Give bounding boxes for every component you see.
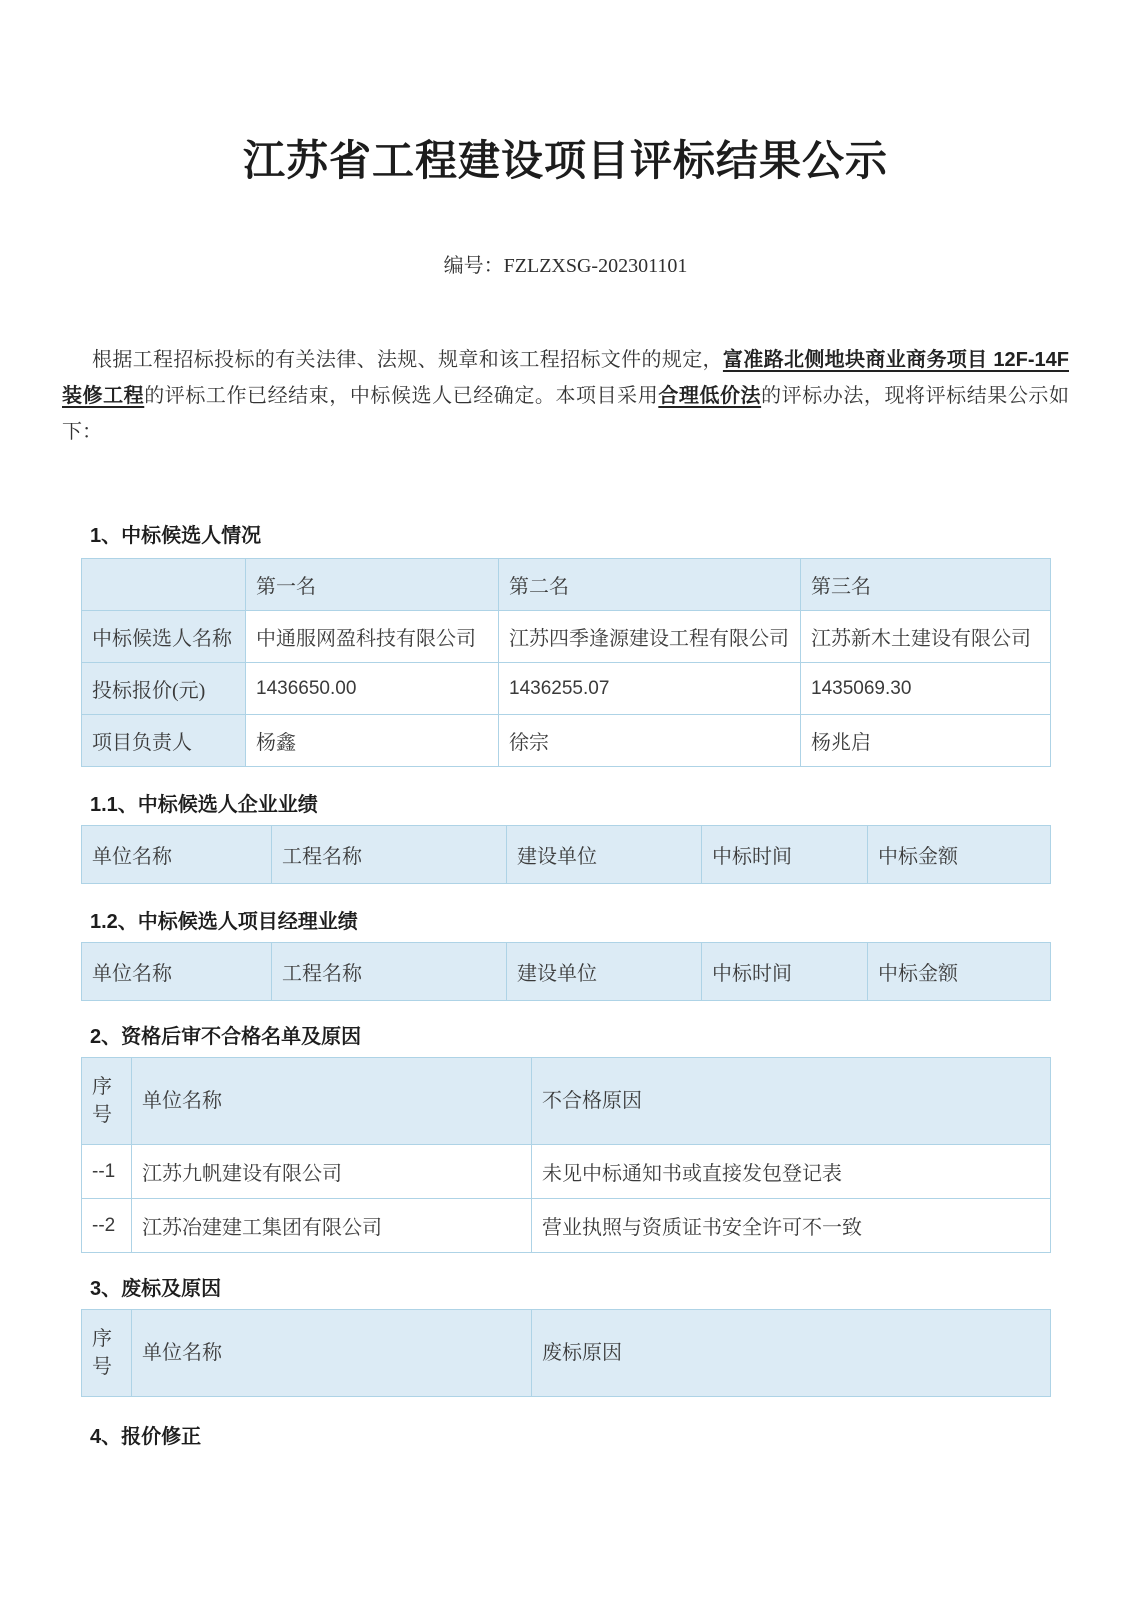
rejected-bids-table (81, 1309, 1051, 1397)
seq-cell: --2 (82, 1199, 132, 1253)
intro-mid-text: 的评标工作已经结束，中标候选人已经确定。本项目采用 (144, 385, 659, 407)
table-cell: 江苏四季逢源建设工程有限公司 (499, 611, 801, 663)
section-heading-post-qualification: 2、资格后审不合格名单及原因 (90, 1026, 362, 1048)
table-header-row (82, 1058, 1051, 1145)
table-header-cell-second: 第二名 (499, 559, 801, 611)
table-header-cell-first: 第一名 (246, 559, 499, 611)
table-header-cell: 建设单位 (507, 943, 702, 1001)
doc-number-label: 编号： (443, 255, 504, 277)
table-cell: 1436255.07 (499, 663, 801, 715)
table-header-cell-reason: 不合格原因 (532, 1058, 1051, 1145)
table-header-cell-seq: 序号 (82, 1310, 132, 1397)
post-qualification-table (81, 1057, 1051, 1253)
table-header-row (82, 1310, 1051, 1397)
table-header-cell-third: 第三名 (801, 559, 1051, 611)
table-header-cell-company: 单位名称 (132, 1058, 532, 1145)
reason-cell: 未见中标通知书或直接发包登记表 (532, 1145, 1051, 1199)
row-label-cell: 投标报价(元) (82, 663, 246, 715)
table-header-cell: 中标时间 (702, 943, 868, 1001)
doc-number (0, 254, 1131, 278)
table-header-cell: 建设单位 (507, 826, 702, 884)
table-row (82, 1199, 1051, 1253)
section-heading-rejected-bids: 3、废标及原因 (90, 1278, 222, 1300)
table-cell: 1436650.00 (246, 663, 499, 715)
table-cell: 杨鑫 (246, 715, 499, 767)
table-header-cell: 工程名称 (272, 943, 507, 1001)
intro-lead-text: 根据工程招标投标的有关法律、法规、规章和该工程招标文件的规定， (92, 349, 723, 371)
intro-tail-text: 的评标办法，现将评标结果公示如下： (62, 385, 1069, 443)
table-cell: 徐宗 (499, 715, 801, 767)
evaluation-method-text: 合理低价法 (658, 385, 762, 407)
page-title: 江苏省工程建设项目评标结果公示 (242, 139, 888, 185)
section-heading-manager-performance: 1.2、中标候选人项目经理业绩 (90, 911, 358, 933)
seq-cell: --1 (82, 1145, 132, 1199)
table-header-row (82, 943, 1051, 1001)
table-cell: 杨兆启 (801, 715, 1051, 767)
table-header-cell: 工程名称 (272, 826, 507, 884)
table-cell: 1435069.30 (801, 663, 1051, 715)
table-row (82, 1145, 1051, 1199)
table-cell: 中通服网盈科技有限公司 (246, 611, 499, 663)
company-cell: 江苏冶建建工集团有限公司 (132, 1199, 532, 1253)
table-row-candidate-name (82, 611, 1051, 663)
table-header-cell-company: 单位名称 (132, 1310, 532, 1397)
table-row-project-manager (82, 715, 1051, 767)
table-header-cell: 中标金额 (868, 826, 1051, 884)
intro-paragraph (62, 342, 1069, 450)
section-heading-candidates: 1、中标候选人情况 (90, 525, 262, 547)
table-header-cell-seq: 序号 (82, 1058, 132, 1145)
row-label-cell: 中标候选人名称 (82, 611, 246, 663)
table-header-cell: 中标时间 (702, 826, 868, 884)
table-cell: 江苏新木土建设有限公司 (801, 611, 1051, 663)
doc-number-value: FZLZXSG-202301101 (503, 255, 688, 277)
reason-cell: 营业执照与资质证书安全许可不一致 (532, 1199, 1051, 1253)
table-header-row (82, 826, 1051, 884)
candidates-table (81, 558, 1051, 767)
section-heading-enterprise-performance: 1.1、中标候选人企业业绩 (90, 794, 318, 816)
table-header-cell: 单位名称 (82, 826, 272, 884)
manager-performance-table (81, 942, 1051, 1001)
enterprise-performance-table (81, 825, 1051, 884)
table-header-row (82, 559, 1051, 611)
table-header-cell: 中标金额 (868, 943, 1051, 1001)
project-name-text: 富准路北侧地块商业商务项目 12F-14F装修工程 (62, 349, 1069, 407)
table-header-cell: 单位名称 (82, 943, 272, 1001)
table-header-cell-empty (82, 559, 246, 611)
table-header-cell-reason: 废标原因 (532, 1310, 1051, 1397)
row-label-cell: 项目负责人 (82, 715, 246, 767)
company-cell: 江苏九帆建设有限公司 (132, 1145, 532, 1199)
table-row-bid-price (82, 663, 1051, 715)
section-heading-price-correction: 4、报价修正 (90, 1426, 202, 1448)
